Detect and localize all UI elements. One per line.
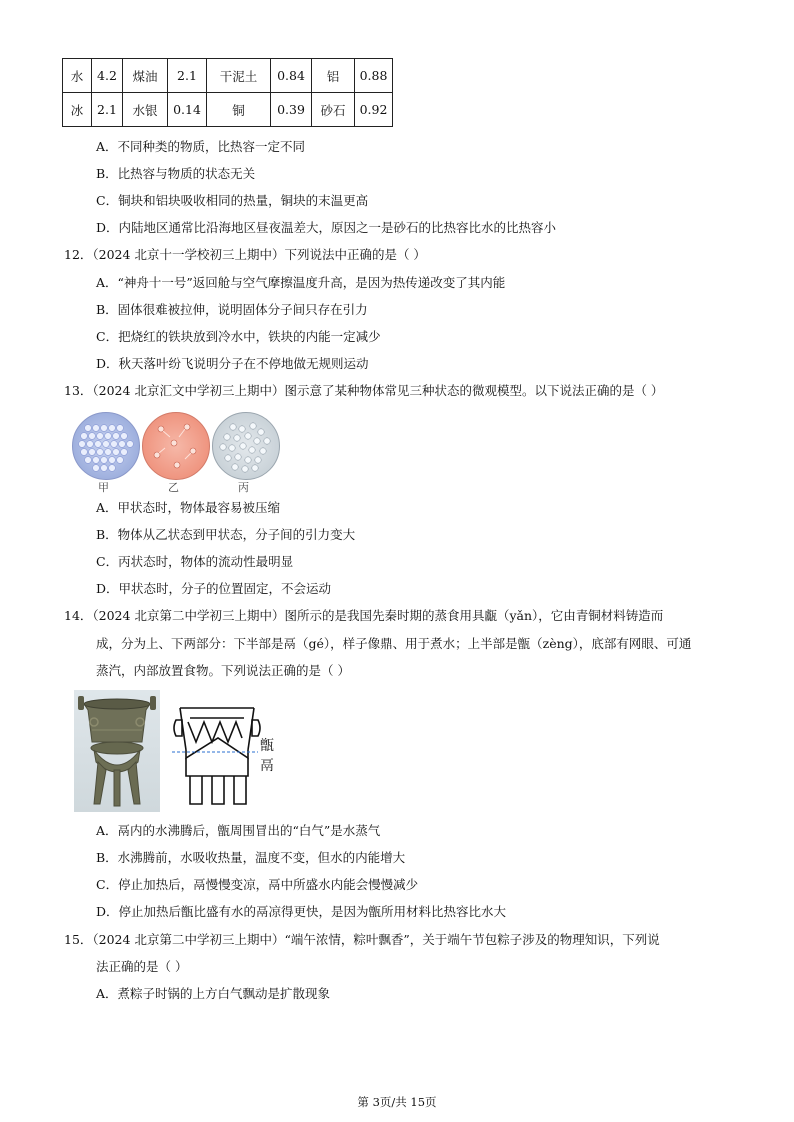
gas-model-image [142,412,210,480]
q15-option-a: A．煮粽子时锅的上方白气飘动是扩散现象 [96,986,331,1001]
state-models-figure [72,412,282,492]
q13-stem: 13．（2024 北京汇文中学初三上期中）图示意了某种物体常见三种状态的微观模型。以下说法正确的是（ ） [64,383,664,398]
table-cell: 0.14 [168,93,207,127]
q14-option-c: C．停止加热后，鬲慢慢变凉，鬲中所盛水内能会慢慢减少 [96,877,419,892]
q14-option-d: D．停止加热后甑比盛有水的鬲凉得更快，是因为甑所用材料比热容比水大 [96,904,507,919]
table-cell: 干泥土 [207,59,271,93]
page-footer: 第 3页/共 15页 [357,1095,437,1109]
table-cell: 2.1 [168,59,207,93]
table-cell: 砂石 [312,93,355,127]
diagram-label-zeng: 甑 [260,738,274,754]
specific-heat-table [62,58,393,127]
q12-option-a: A．“神舟十一号”返回舱与空气摩擦温度升高，是因为热传递改变了其内能 [96,275,506,290]
q14-stem-line-2: 成，分为上、下两部分：下半部是鬲（gé），样子像鼎、用于煮水；上半部是甑（zèng），底部有网眼、可通 [96,636,692,651]
q13-option-b: B．物体从乙状态到甲状态，分子间的引力变大 [96,527,356,542]
table-cell: 4.2 [92,59,123,93]
table-cell: 水银 [123,93,168,127]
q12-stem: 12．（2024 北京十一学校初三上期中）下列说法中正确的是（ ） [64,247,426,262]
diagram-label-li: 鬲 [260,758,274,774]
bronze-yan-photo [74,690,160,812]
solid-model-image [72,412,140,480]
table-cell: 0.39 [271,93,312,127]
q14-option-b: B．水沸腾前，水吸收热量，温度不变，但水的内能增大 [96,850,406,865]
table-row [63,59,393,93]
q15-stem-line-2: 法正确的是（ ） [96,959,188,974]
table-cell: 0.92 [355,93,393,127]
figure-label-bing: 丙 [238,481,249,494]
table-cell: 铜 [207,93,271,127]
q13-option-d: D．甲状态时，分子的位置固定，不会运动 [96,581,332,596]
q14-stem-line-1: 14．（2024 北京第二中学初三上期中）图所示的是我国先秦时期的蒸食用具甗（yǎn），它由青铜材料铸造而 [64,608,664,623]
q12-option-c: C．把烧红的铁块放到冷水中，铁块的内能一定减少 [96,329,381,344]
q12-option-d: D．秋天落叶纷飞说明分子在不停地做无规则运动 [96,356,369,371]
table-cell: 冰 [63,93,92,127]
q13-option-c: C．丙状态时，物体的流动性最明显 [96,554,294,569]
q15-stem-line-1: 15．（2024 北京第二中学初三上期中）“端午浓情，粽叶飘香”，关于端午节包粽子涉及的物理知识，下列说 [64,932,660,947]
table-cell: 水 [63,59,92,93]
table-row [63,93,393,127]
table-cell: 0.84 [271,59,312,93]
q11-option-c: C．铜块和铝块吸收相同的热量，铜块的末温更高 [96,193,369,208]
q13-option-a: A．甲状态时，物体最容易被压缩 [96,500,281,515]
figure-label-jia: 甲 [98,481,109,494]
q14-option-a: A．鬲内的水沸腾后，甑周围冒出的“白气”是水蒸气 [96,823,381,838]
table-cell: 铝 [312,59,355,93]
liquid-model-image [212,412,280,480]
q11-option-d: D．内陆地区通常比沿海地区昼夜温差大，原因之一是砂石的比热容比水的比热容小 [96,220,557,235]
yan-cross-section-diagram [172,698,282,810]
table-cell: 0.88 [355,59,393,93]
q12-option-b: B．固体很难被拉伸，说明固体分子间只存在引力 [96,302,368,317]
q11-option-a: A．不同种类的物质，比热容一定不同 [96,139,306,154]
figure-label-yi: 乙 [168,481,179,494]
q14-stem-line-3: 蒸汽，内部放置食物。下列说法正确的是（ ） [96,663,350,678]
table-cell: 煤油 [123,59,168,93]
table-cell: 2.1 [92,93,123,127]
q11-option-b: B．比热容与物质的状态无关 [96,166,256,181]
